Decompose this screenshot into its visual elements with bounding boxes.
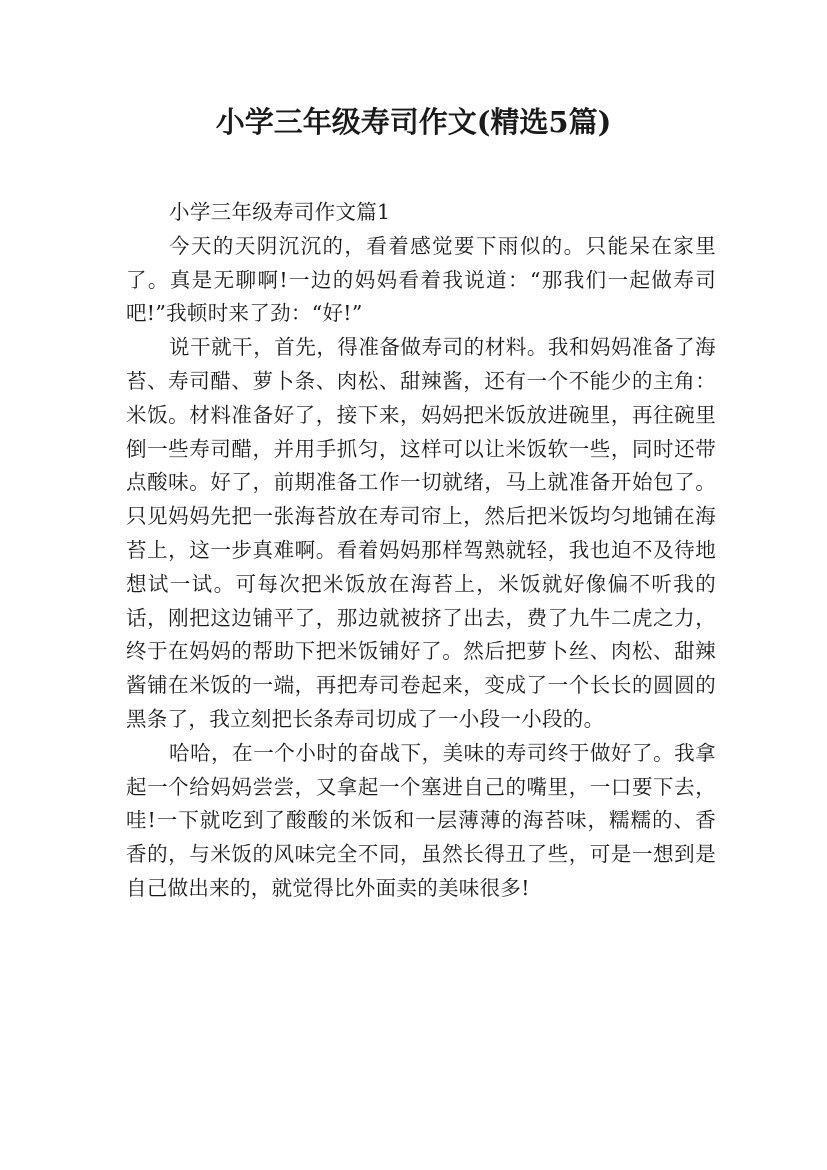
document-body bbox=[126, 196, 716, 906]
paragraph-2: 说干就干，首先，得准备做寿司的材料。我和妈妈准备了海苔、寿司醋、萝卜条、肉松、甜辣酱，还有一个不能少的主角：米饭。材料准备好了，接下来，妈妈把米饭放进碗里，再往碗里倒一些寿司醋，并用手抓匀，这样可以让米饭软一些，同时还带点酸味。好了，前期准备工作一切就绪，马上就准备开始包了。只见妈妈先把一张海苔放在寿司帘上，然后把米饭均匀地铺在海苔上，这一步真难啊。看着妈妈那样驾熟就轻，我也迫不及待地想试一试。可每次把米饭放在海苔上，米饭就好像偏不听我的话，刚把这边铺平了，那边就被挤了出去，费了九牛二虎之力，终于在妈妈的帮助下把米饭铺好了。然后把萝卜丝、肉松、甜辣酱铺在米饭的一端，再把寿司卷起来，变成了一个长长的圆圆的黑条了，我立刻把长条寿司切成了一小段一小段的。 bbox=[126, 335, 716, 731]
paragraph-1: 今天的天阴沉沉的，看着感觉要下雨似的。只能呆在家里了。真是无聊啊!一边的妈妈看着我说道：“那我们一起做寿司吧!”我顿时来了劲：“好!” bbox=[126, 233, 716, 326]
paragraph-3: 哈哈，在一个小时的奋战下，美味的寿司终于做好了。我拿起一个给妈妈尝尝，又拿起一个塞进自己的嘴里，一口要下去，哇!一下就吃到了酸酸的米饭和一层薄薄的海苔味，糯糯的、香香的，与米饭的风味完全不同，虽然长得丑了些，可是一想到是自己做出来的，就觉得比外面卖的美味很多! bbox=[126, 740, 716, 900]
document-title: 小学三年级寿司作文(精选5篇) bbox=[215, 105, 612, 139]
section-heading: 小学三年级寿司作文篇1 bbox=[169, 200, 391, 224]
